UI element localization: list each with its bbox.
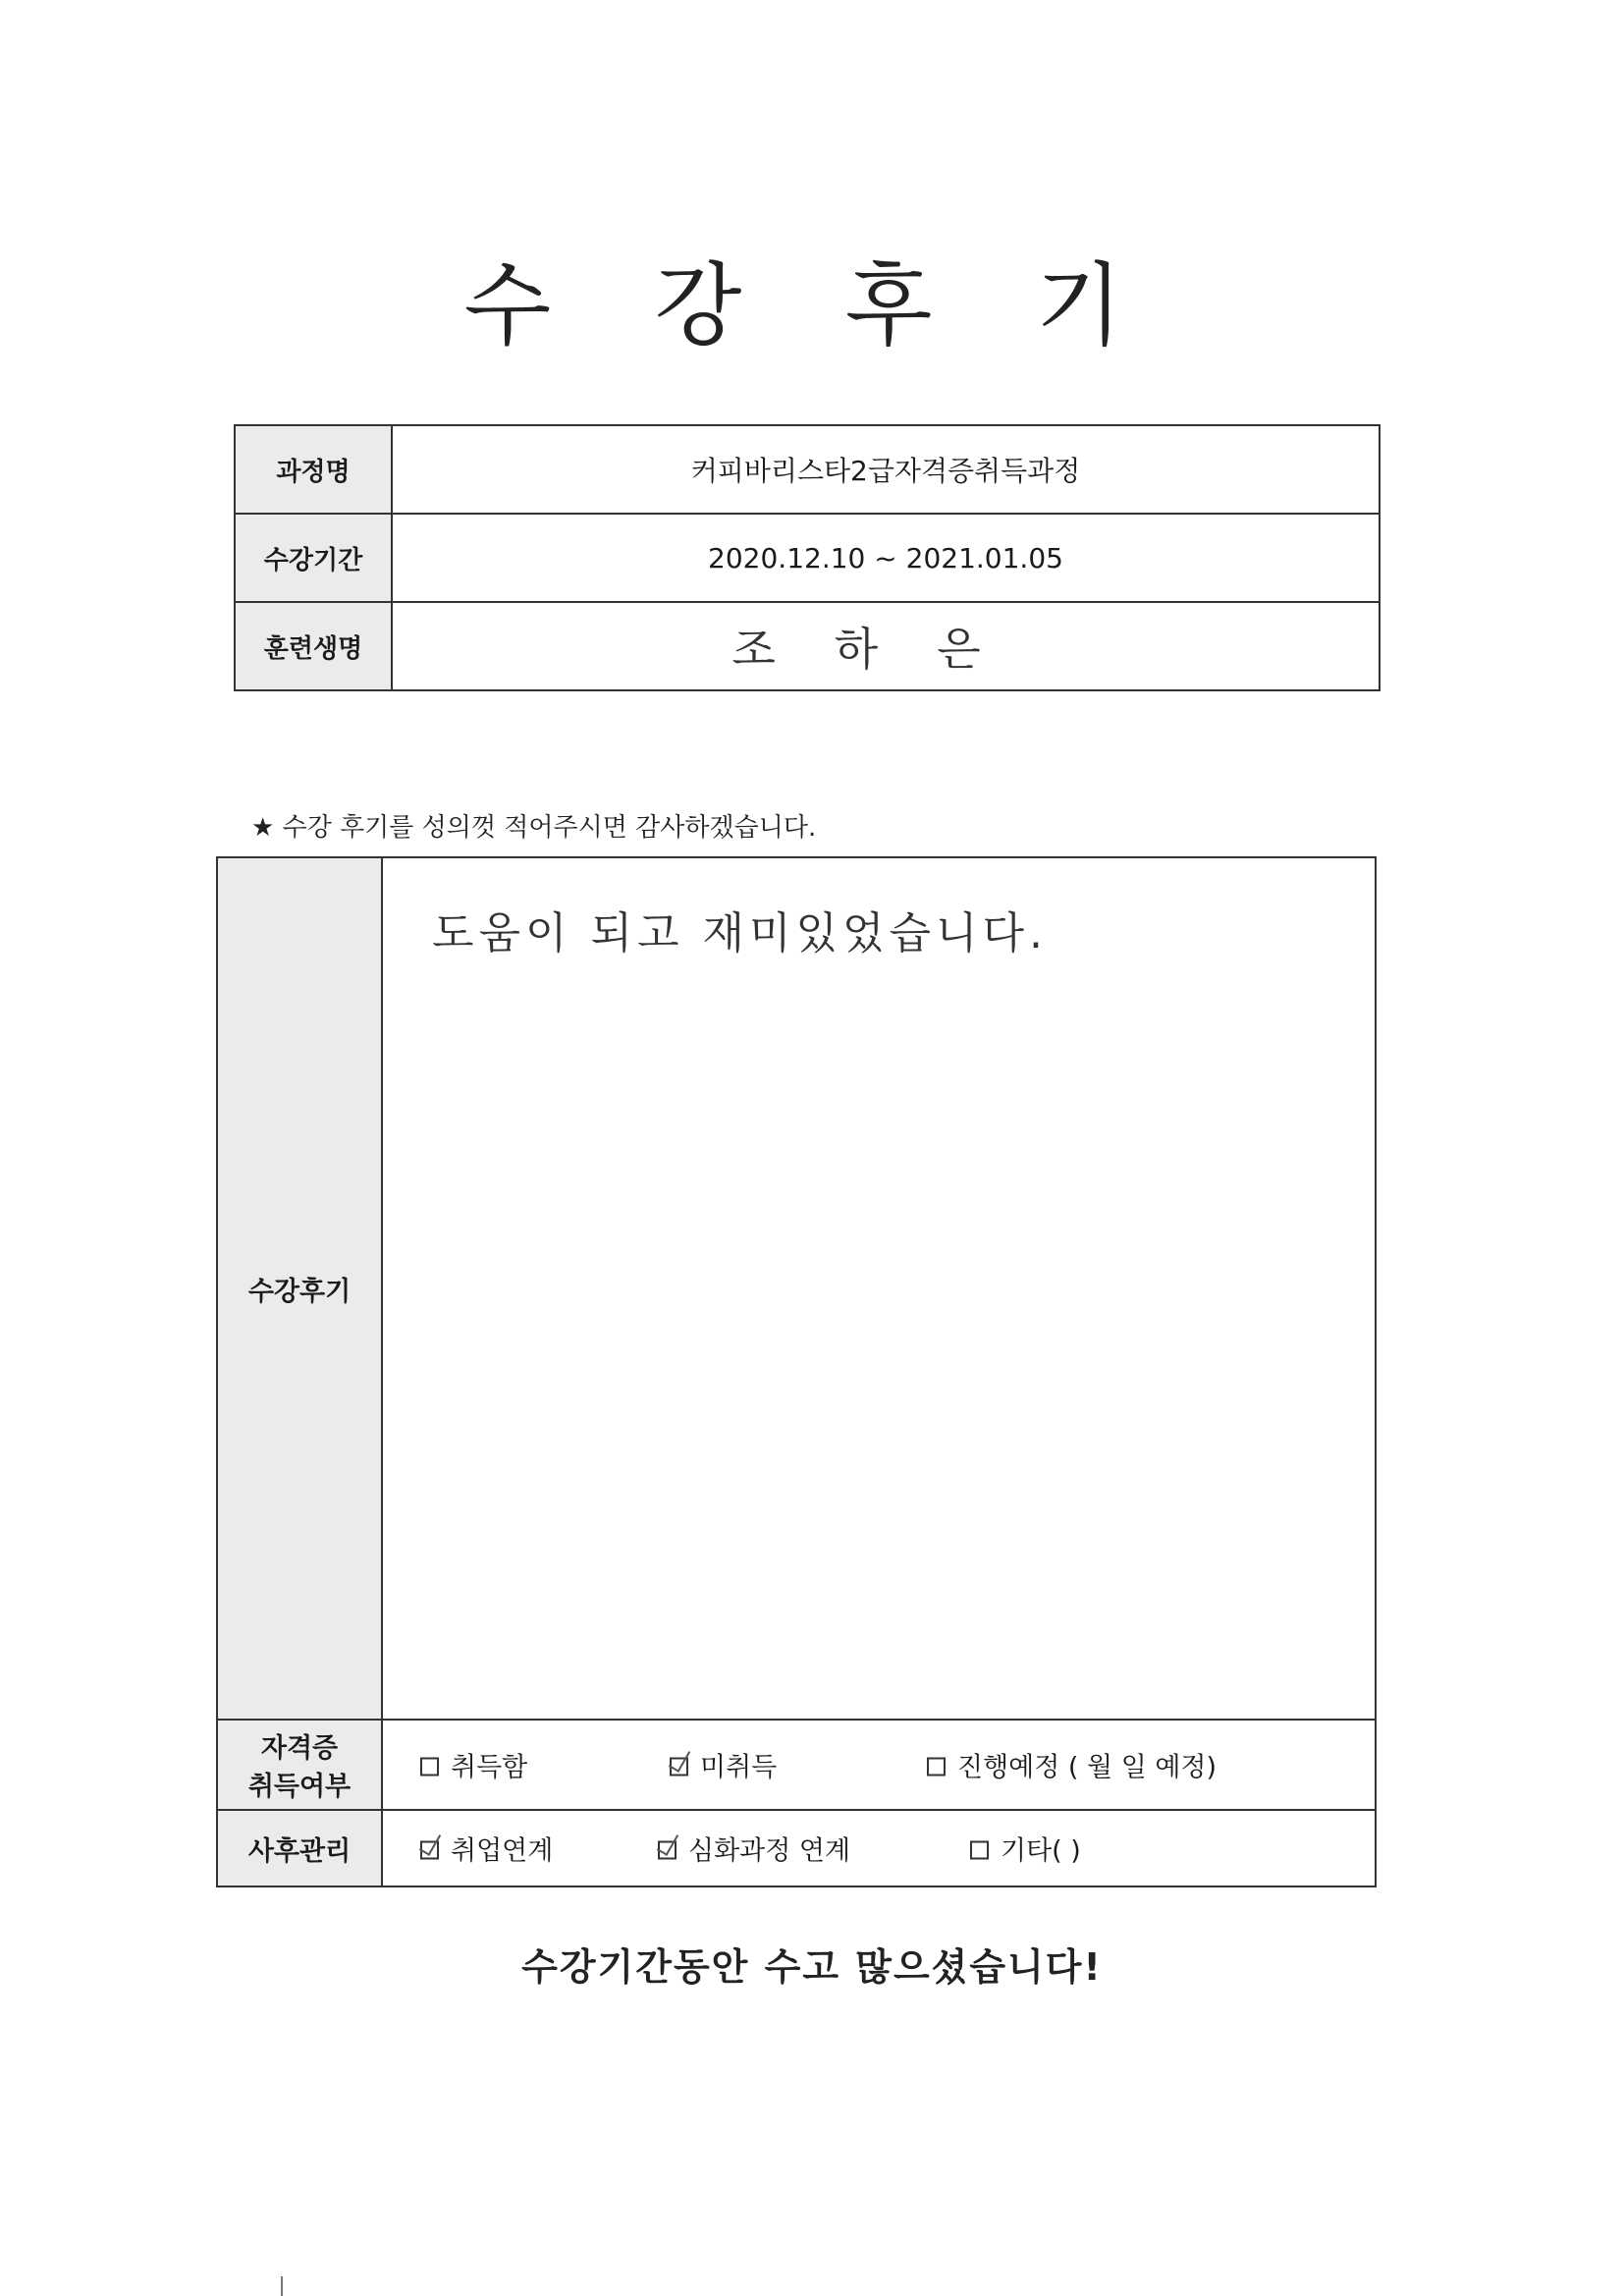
certification-row xyxy=(217,1720,1376,1810)
trainee-label: 훈련생명 xyxy=(235,602,392,690)
page-title: 수 강 후 기 xyxy=(463,253,1161,358)
instruction-note: ★ 수강 후기를 성의껏 적어주시면 감사하겠습니다. xyxy=(251,813,817,843)
certification-label xyxy=(217,1720,382,1810)
option-not-obtained-label: 미취득 xyxy=(700,1752,778,1783)
option-obtained[interactable] xyxy=(420,1746,527,1784)
option-planned-label: 진행예정 ( 월 일 예정) xyxy=(957,1752,1218,1783)
trainee-name-field[interactable]: 조하은 xyxy=(392,602,1380,690)
option-employment[interactable] xyxy=(420,1830,553,1868)
review-label: 수강후기 xyxy=(217,857,382,1720)
course-label: 과정명 xyxy=(235,425,392,514)
certification-label-line2: 취득여부 xyxy=(247,1772,352,1802)
followup-options xyxy=(382,1810,1376,1886)
review-text: 도움이 되고 재미있었습니다. xyxy=(432,908,1049,958)
course-row xyxy=(235,425,1380,514)
trainee-row xyxy=(235,602,1380,690)
followup-row xyxy=(217,1810,1376,1886)
checkbox-icon[interactable] xyxy=(970,1841,989,1860)
option-advanced-course-label: 심화과정 연계 xyxy=(688,1835,851,1867)
checkbox-icon[interactable] xyxy=(420,1758,439,1777)
option-other-label: 기타( ) xyxy=(1001,1835,1081,1867)
option-not-obtained[interactable] xyxy=(670,1746,777,1784)
course-info-table xyxy=(234,424,1380,691)
option-obtained-label: 취득함 xyxy=(451,1752,528,1783)
period-label: 수강기간 xyxy=(235,514,392,602)
review-text-area[interactable] xyxy=(382,857,1376,1720)
checked-checkbox-icon[interactable] xyxy=(658,1841,677,1860)
certification-label-line1: 자격증 xyxy=(260,1733,339,1764)
checkbox-icon[interactable] xyxy=(927,1758,946,1777)
course-value: 커피바리스타2급자격증취득과정 xyxy=(392,425,1380,514)
certification-options xyxy=(382,1720,1376,1810)
closing-message: 수강기간동안 수고 많으셨습니다! xyxy=(521,1945,1103,1989)
option-other[interactable] xyxy=(970,1830,1081,1868)
scan-mark xyxy=(281,2276,283,2296)
period-value: 2020.12.10 ~ 2021.01.05 xyxy=(392,514,1380,602)
review-table xyxy=(216,856,1377,1887)
review-row xyxy=(217,857,1376,1720)
option-advanced-course[interactable] xyxy=(658,1830,850,1868)
checked-checkbox-icon[interactable] xyxy=(670,1758,688,1777)
followup-label: 사후관리 xyxy=(217,1810,382,1886)
option-employment-label: 취업연계 xyxy=(451,1835,554,1867)
period-row xyxy=(235,514,1380,602)
option-planned[interactable] xyxy=(927,1746,1217,1784)
checked-checkbox-icon[interactable] xyxy=(420,1841,439,1860)
